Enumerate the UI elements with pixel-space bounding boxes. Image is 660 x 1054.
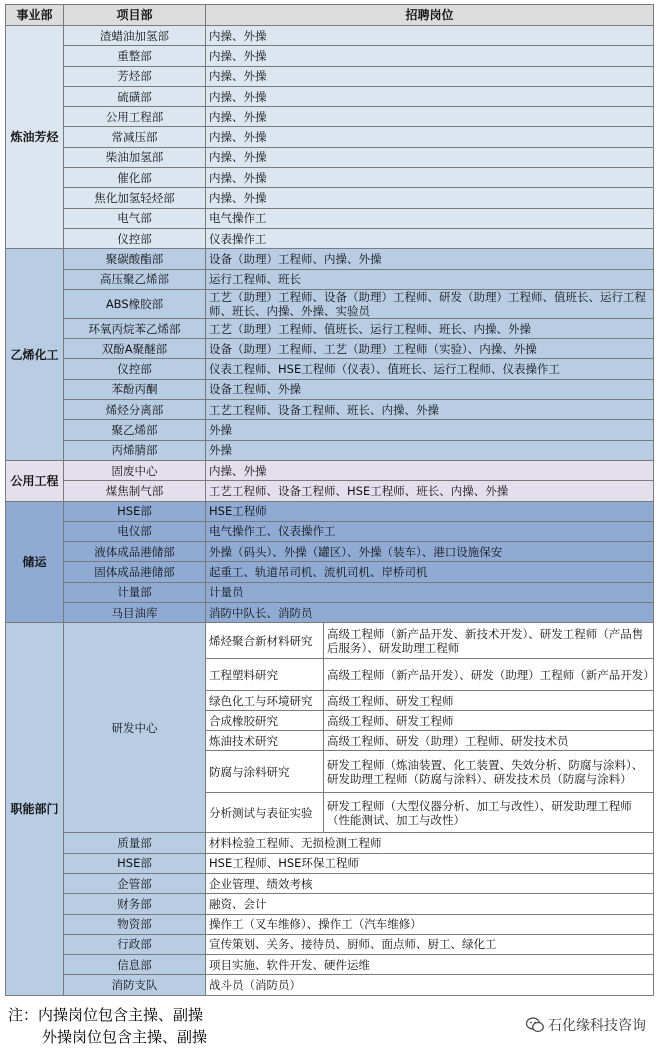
positions-cell: 内操、外操	[206, 188, 654, 208]
dept-cell: 公用工程	[6, 460, 64, 501]
table-row	[6, 249, 654, 269]
footnote-line1: 注：内操岗位包含主操、副操	[8, 1006, 204, 1024]
positions-cell: 研发工程师（大型仪器分析、加工与改性）、研发助理工程师（性能测试、加工与改性）	[324, 793, 654, 833]
project-cell: 重整部	[64, 46, 206, 66]
positions-cell: 电气操作工	[206, 208, 654, 228]
project-cell: 苯酚丙酮	[64, 379, 206, 399]
project-cell: 聚乙烯部	[64, 420, 206, 440]
project-cell: 电气部	[64, 208, 206, 228]
positions-cell: 高级工程师、研发工程师	[324, 691, 654, 711]
positions-cell: 内操、外操	[206, 46, 654, 66]
positions-cell: 高级工程师、研发工程师	[324, 711, 654, 731]
table-row	[6, 894, 654, 914]
positions-cell: 工艺（助理）工程师、值班长、运行工程师、班长、内操、外操	[206, 318, 654, 338]
positions-cell: 起重工、轨道吊司机、流机司机、岸桥司机	[206, 562, 654, 582]
research-area-cell: 工程塑料研究	[206, 659, 324, 691]
research-area-cell: 烯烃聚合新材料研究	[206, 623, 324, 659]
table-row	[6, 853, 654, 873]
project-cell: 催化部	[64, 168, 206, 188]
project-cell: 聚碳酸酯部	[64, 249, 206, 269]
table-row	[6, 127, 654, 147]
table-row	[6, 914, 654, 934]
positions-cell: 内操、外操	[206, 147, 654, 167]
project-cell: HSE部	[64, 501, 206, 521]
positions-cell: 内操、外操	[206, 66, 654, 86]
positions-cell: 内操、外操	[206, 86, 654, 106]
positions-cell: 高级工程师（新产品开发、新技术开发）、研发工程师（产品售后服务）、研发助理工程师	[324, 623, 654, 659]
table-row	[6, 339, 654, 359]
table-row	[6, 400, 654, 420]
table-row	[6, 603, 654, 623]
positions-cell: 高级工程师、研发（助理）工程师、研发技术员	[324, 731, 654, 751]
positions-cell: 外操	[206, 420, 654, 440]
project-cell: 焦化加氢轻烃部	[64, 188, 206, 208]
positions-cell: 消防中队长、消防员	[206, 603, 654, 623]
positions-cell: 运行工程师、班长	[206, 269, 654, 289]
dept-cell: 乙烯化工	[6, 249, 64, 461]
table-row	[6, 228, 654, 248]
project-cell: 柴油加氢部	[64, 147, 206, 167]
project-cell: 仪控部	[64, 228, 206, 248]
positions-cell: HSE工程师、HSE环保工程师	[206, 853, 654, 873]
project-cell: 质量部	[64, 833, 206, 853]
positions-cell: 研发工程师（炼油装置、化工装置、失效分析、防腐与涂料）、研发助理工程师（防腐与涂料）、研发技术员（防腐与涂料）	[324, 751, 654, 793]
table-row	[6, 107, 654, 127]
dept-cell: 职能部门	[6, 623, 64, 995]
research-area-cell: 绿色化工与环境研究	[206, 691, 324, 711]
positions-cell: 内操、外操	[206, 460, 654, 480]
positions-cell: 战斗员（消防员）	[206, 975, 654, 995]
project-cell: 芳烃部	[64, 66, 206, 86]
positions-cell: 仪表操作工	[206, 228, 654, 248]
project-cell: 研发中心	[64, 623, 206, 833]
positions-cell: 高级工程师（新产品开发）、研发（助理）工程师（新产品开发）	[324, 659, 654, 691]
positions-cell: 设备（助理）工程师、工艺（助理）工程师（实验）、内操、外操	[206, 339, 654, 359]
table-row	[6, 521, 654, 541]
project-cell: 行政部	[64, 934, 206, 954]
table-row	[6, 46, 654, 66]
table-row	[6, 481, 654, 501]
positions-cell: 外操	[206, 440, 654, 460]
project-cell: 信息部	[64, 955, 206, 975]
project-cell: 常减压部	[64, 127, 206, 147]
header-row	[6, 5, 654, 26]
wechat-icon	[526, 1017, 544, 1033]
positions-cell: 融资、会计	[206, 894, 654, 914]
table-row	[6, 833, 654, 853]
project-cell: 公用工程部	[64, 107, 206, 127]
table-row	[6, 440, 654, 460]
project-cell: 煤焦制气部	[64, 481, 206, 501]
table-row	[6, 289, 654, 318]
positions-cell: 内操、外操	[206, 26, 654, 46]
project-cell: 财务部	[64, 894, 206, 914]
watermark	[526, 1015, 646, 1035]
watermark-text: 石化缘科技咨询	[548, 1018, 646, 1034]
dept-cell: 炼油芳烃	[6, 26, 64, 249]
dept-cell: 储运	[6, 501, 64, 623]
positions-cell: 操作工（叉车维修）、操作工（汽车维修）	[206, 914, 654, 934]
project-cell: 仪控部	[64, 359, 206, 379]
footnote-line2: 外操岗位包含主操、副操	[42, 1028, 208, 1046]
table-row	[6, 623, 654, 659]
project-cell: 物资部	[64, 914, 206, 934]
positions-cell: 工艺工程师、设备工程师、HSE工程师、班长、内操、外操	[206, 481, 654, 501]
project-cell: 渣蜡油加氢部	[64, 26, 206, 46]
project-cell: 高压聚乙烯部	[64, 269, 206, 289]
table-row	[6, 934, 654, 954]
table-row	[6, 379, 654, 399]
project-cell: 固废中心	[64, 460, 206, 480]
project-cell: 环氧丙烷苯乙烯部	[64, 318, 206, 338]
project-cell: 电仪部	[64, 521, 206, 541]
table-row	[6, 26, 654, 46]
positions-cell: 工艺工程师、设备工程师、班长、内操、外操	[206, 400, 654, 420]
project-cell: 液体成品港储部	[64, 542, 206, 562]
project-cell: 计量部	[64, 582, 206, 602]
table-row	[6, 460, 654, 480]
table-row	[6, 147, 654, 167]
positions-cell: 计量员	[206, 582, 654, 602]
project-cell: 企管部	[64, 873, 206, 893]
table-row	[6, 420, 654, 440]
positions-cell: 设备（助理）工程师、内操、外操	[206, 249, 654, 269]
positions-cell: 内操、外操	[206, 168, 654, 188]
research-area-cell: 防腐与涂料研究	[206, 751, 324, 793]
positions-cell: 仪表工程师、HSE工程师（仪表）、值班长、运行工程师、仪表操作工	[206, 359, 654, 379]
header-positions: 招聘岗位	[206, 5, 654, 26]
header-project: 项目部	[64, 5, 206, 26]
positions-cell: 工艺（助理）工程师、设备（助理）工程师、研发（助理）工程师、值班长、运行工程师、班长、内操、外操、实验员	[206, 289, 654, 318]
project-cell: 双酚A聚醚部	[64, 339, 206, 359]
research-area-cell: 炼油技术研究	[206, 731, 324, 751]
table-row	[6, 562, 654, 582]
project-cell: ABS橡胶部	[64, 289, 206, 318]
positions-cell: 宣传策划、关务、接待员、厨师、面点师、厨工、绿化工	[206, 934, 654, 954]
footnote	[8, 1004, 207, 1048]
table-row	[6, 359, 654, 379]
positions-cell: HSE工程师	[206, 501, 654, 521]
project-cell: 马目油库	[64, 603, 206, 623]
table-row	[6, 542, 654, 562]
project-cell: 硫磺部	[64, 86, 206, 106]
table-row	[6, 168, 654, 188]
project-cell: 固体成品港储部	[64, 562, 206, 582]
positions-cell: 项目实施、软件开发、硬件运维	[206, 955, 654, 975]
table-row	[6, 975, 654, 995]
table-row	[6, 873, 654, 893]
positions-cell: 内操、外操	[206, 107, 654, 127]
header-dept: 事业部	[6, 5, 64, 26]
project-cell: 烯烃分离部	[64, 400, 206, 420]
project-cell: HSE部	[64, 853, 206, 873]
research-area-cell: 合成橡胶研究	[206, 711, 324, 731]
table-row	[6, 582, 654, 602]
table-row	[6, 208, 654, 228]
positions-cell: 电气操作工、仪表操作工	[206, 521, 654, 541]
research-area-cell: 分析测试与表征实验	[206, 793, 324, 833]
positions-cell: 企业管理、绩效考核	[206, 873, 654, 893]
positions-cell: 设备工程师、外操	[206, 379, 654, 399]
positions-cell: 材料检验工程师、无损检测工程师	[206, 833, 654, 853]
project-cell: 丙烯腈部	[64, 440, 206, 460]
table-row	[6, 269, 654, 289]
table-row	[6, 501, 654, 521]
table-row	[6, 955, 654, 975]
table-row	[6, 86, 654, 106]
table-row	[6, 66, 654, 86]
positions-cell: 内操、外操	[206, 127, 654, 147]
table-row	[6, 318, 654, 338]
project-cell: 消防支队	[64, 975, 206, 995]
table-row	[6, 188, 654, 208]
positions-cell: 外操（码头）、外操（罐区）、外操（装车）、港口设施保安	[206, 542, 654, 562]
recruitment-table	[5, 4, 654, 996]
